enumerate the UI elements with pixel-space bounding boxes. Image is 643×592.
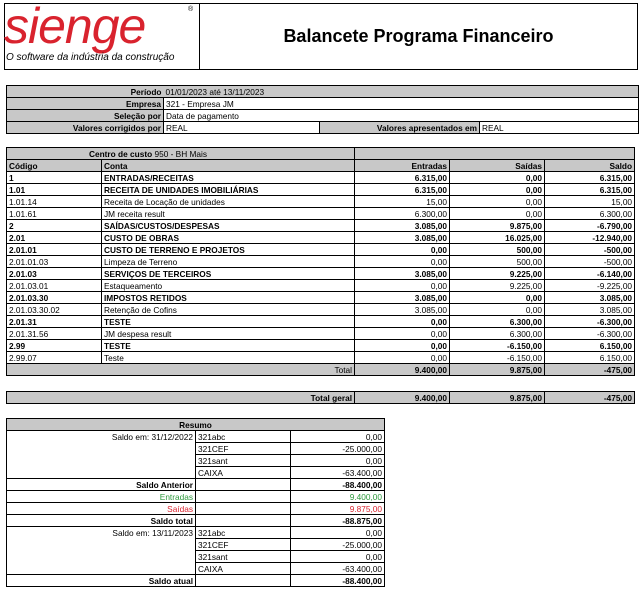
cell-codigo: 1.01.14 <box>7 196 102 208</box>
resumo-item-row <box>7 431 385 443</box>
table-row <box>7 172 635 184</box>
resumo-conta: 321abc <box>196 431 291 443</box>
cell-saidas: 9.225,00 <box>450 280 545 292</box>
valores-apresentados-label: Valores apresentados em <box>320 122 480 134</box>
cell-conta: CUSTO DE TERRENO E PROJETOS <box>102 244 355 256</box>
resumo-entradas-label: Entradas <box>7 491 196 503</box>
cell-entradas: 3.085,00 <box>355 304 450 316</box>
resumo-conta: 321sant <box>196 551 291 563</box>
report-title: Balancete Programa Financeiro <box>283 26 554 46</box>
resumo-valor: 0,00 <box>291 551 385 563</box>
cell-saidas: -6.150,00 <box>450 352 545 364</box>
saldo-total-spacer <box>196 515 291 527</box>
total-geral-saidas: 9.875,00 <box>450 392 545 404</box>
cell-entradas: 3.085,00 <box>355 268 450 280</box>
cell-conta: Estaqueamento <box>102 280 355 292</box>
saldo-anterior-row <box>7 479 385 491</box>
cell-codigo: 2.01.03.30 <box>7 292 102 304</box>
cell-conta: Limpeza de Terreno <box>102 256 355 268</box>
resumo-entradas-row <box>7 491 385 503</box>
cell-entradas: 0,00 <box>355 316 450 328</box>
saldo-atual-row <box>7 575 385 587</box>
cell-conta: RECEITA DE UNIDADES IMOBILIÁRIAS <box>102 184 355 196</box>
cell-entradas: 3.085,00 <box>355 232 450 244</box>
total-entradas: 9.400,00 <box>355 364 450 376</box>
cell-entradas: 3.085,00 <box>355 292 450 304</box>
table-row <box>7 256 635 268</box>
resumo-saidas-label: Saídas <box>7 503 196 515</box>
valores-corrigidos-value: REAL <box>164 122 320 134</box>
table-row <box>7 280 635 292</box>
resumo-saidas-row <box>7 503 385 515</box>
resumo-saidas-value: 9.875,00 <box>291 503 385 515</box>
resumo-item-row <box>7 467 385 479</box>
resumo-saidas-spacer <box>196 503 291 515</box>
cell-saldo: 15,00 <box>545 196 635 208</box>
valores-corrigidos-label: Valores corrigidos por <box>7 122 164 134</box>
cell-codigo: 2.99 <box>7 340 102 352</box>
resumo-item-row <box>7 443 385 455</box>
resumo-conta: 321CEF <box>196 539 291 551</box>
header-codigo: Código <box>7 160 102 172</box>
saldo-anterior-label: Saldo Anterior <box>7 479 196 491</box>
cell-saldo: 6.315,00 <box>545 184 635 196</box>
table-row <box>7 352 635 364</box>
centro-custo-value: 950 - BH Mais <box>154 148 208 159</box>
cell-saldo: 3.085,00 <box>545 292 635 304</box>
table-row <box>7 196 635 208</box>
cell-conta: JM receita result <box>102 208 355 220</box>
header-entradas: Entradas <box>355 160 450 172</box>
cell-codigo: 2.01.03.30.02 <box>7 304 102 316</box>
registered-mark: ® <box>188 6 194 13</box>
centro-custo-cell <box>7 148 355 160</box>
cell-codigo: 2.99.07 <box>7 352 102 364</box>
resumo-item-row <box>7 551 385 563</box>
table-row <box>7 328 635 340</box>
cell-conta: TESTE <box>102 340 355 352</box>
cell-codigo: 1 <box>7 172 102 184</box>
empresa-label: Empresa <box>7 98 164 110</box>
cell-conta: IMPOSTOS RETIDOS <box>102 292 355 304</box>
cell-codigo: 2.01.03 <box>7 268 102 280</box>
resumo-date-cell: Saldo em: 31/12/2022 <box>7 431 196 443</box>
saldo-atual-label: Saldo atual <box>7 575 196 587</box>
cell-saldo: -6.300,00 <box>545 316 635 328</box>
resumo-item-row <box>7 563 385 575</box>
resumo-date-cell: Saldo em: 13/11/2023 <box>7 527 196 539</box>
cell-saldo: -6.140,00 <box>545 268 635 280</box>
resumo-valor: -63.400,00 <box>291 467 385 479</box>
cell-saidas: 0,00 <box>450 208 545 220</box>
total-geral-entradas: 9.400,00 <box>355 392 450 404</box>
cell-codigo: 2.01 <box>7 232 102 244</box>
cell-saidas: 0,00 <box>450 172 545 184</box>
periodo-label: Período <box>7 86 164 98</box>
table-row <box>7 316 635 328</box>
resumo-date-cell <box>7 551 196 563</box>
title-box <box>200 3 638 70</box>
cell-saldo: -6.790,00 <box>545 220 635 232</box>
resumo-conta: 321abc <box>196 527 291 539</box>
selecao-value: Data de pagamento <box>164 110 639 122</box>
cell-codigo: 2.01.01 <box>7 244 102 256</box>
header-conta: Conta <box>102 160 355 172</box>
resumo-date-cell <box>7 563 196 575</box>
cell-entradas: 6.300,00 <box>355 208 450 220</box>
resumo-title: Resumo <box>7 419 385 431</box>
cell-entradas: 0,00 <box>355 340 450 352</box>
total-saldo: -475,00 <box>545 364 635 376</box>
cell-codigo: 1.01.61 <box>7 208 102 220</box>
cell-entradas: 0,00 <box>355 256 450 268</box>
resumo-date-cell <box>7 539 196 551</box>
cell-codigo: 2.01.03.01 <box>7 280 102 292</box>
cell-entradas: 0,00 <box>355 352 450 364</box>
cell-conta: JM despesa result <box>102 328 355 340</box>
table-row <box>7 232 635 244</box>
table-row <box>7 304 635 316</box>
resumo-valor: -25.000,00 <box>291 539 385 551</box>
table-row <box>7 220 635 232</box>
cell-saidas: 500,00 <box>450 256 545 268</box>
saldo-total-value: -88.875,00 <box>291 515 385 527</box>
cell-conta: SERVIÇOS DE TERCEIROS <box>102 268 355 280</box>
resumo-date-cell <box>7 467 196 479</box>
table-row <box>7 208 635 220</box>
saldo-anterior-spacer <box>196 479 291 491</box>
total-geral-table <box>6 391 635 404</box>
total-geral-saldo: -475,00 <box>545 392 635 404</box>
table-row <box>7 292 635 304</box>
cell-codigo: 2 <box>7 220 102 232</box>
cell-entradas: 15,00 <box>355 196 450 208</box>
saldo-anterior-value: -88.400,00 <box>291 479 385 491</box>
saldo-total-row <box>7 515 385 527</box>
cell-saldo: 6.150,00 <box>545 340 635 352</box>
resumo-table <box>6 418 385 587</box>
cell-codigo: 2.01.31 <box>7 316 102 328</box>
cell-saidas: 0,00 <box>450 196 545 208</box>
centro-custo-fill <box>355 148 635 160</box>
resumo-conta: 321CEF <box>196 443 291 455</box>
cell-entradas: 0,00 <box>355 280 450 292</box>
saldo-atual-value: -88.400,00 <box>291 575 385 587</box>
cell-saidas: 0,00 <box>450 292 545 304</box>
cell-saidas: 500,00 <box>450 244 545 256</box>
resumo-date-cell <box>7 443 196 455</box>
cell-saldo: -500,00 <box>545 244 635 256</box>
total-label: Total <box>7 364 355 376</box>
cell-saidas: 6.300,00 <box>450 316 545 328</box>
sienge-logo: sienge <box>4 0 146 54</box>
periodo-value: 01/01/2023 até 13/11/2023 <box>164 86 639 98</box>
cell-conta: SAÍDAS/CUSTOS/DESPESAS <box>102 220 355 232</box>
cell-conta: Retenção de Cofins <box>102 304 355 316</box>
resumo-valor: 0,00 <box>291 455 385 467</box>
total-geral-label: Total geral <box>7 392 355 404</box>
balancete-table <box>6 147 635 376</box>
cell-saldo: 6.315,00 <box>545 172 635 184</box>
resumo-item-row <box>7 455 385 467</box>
cell-conta: CUSTO DE OBRAS <box>102 232 355 244</box>
cell-codigo: 1.01 <box>7 184 102 196</box>
resumo-valor: 0,00 <box>291 431 385 443</box>
cell-conta: ENTRADAS/RECEITAS <box>102 172 355 184</box>
cell-saldo: -500,00 <box>545 256 635 268</box>
cell-saldo: -6.300,00 <box>545 328 635 340</box>
resumo-valor: -63.400,00 <box>291 563 385 575</box>
total-saidas: 9.875,00 <box>450 364 545 376</box>
valores-apresentados-value: REAL <box>480 122 639 134</box>
saldo-atual-spacer <box>196 575 291 587</box>
cell-conta: Receita de Locação de unidades <box>102 196 355 208</box>
cell-saidas: 6.300,00 <box>450 328 545 340</box>
empresa-value: 321 - Empresa JM <box>164 98 639 110</box>
cell-saidas: 9.225,00 <box>450 268 545 280</box>
selecao-label: Seleção por <box>7 110 164 122</box>
logo-tagline: O software da indústria da construção <box>6 52 175 63</box>
table-row <box>7 268 635 280</box>
resumo-conta: 321sant <box>196 455 291 467</box>
cell-conta: TESTE <box>102 316 355 328</box>
resumo-valor: -25.000,00 <box>291 443 385 455</box>
cell-saldo: 6.150,00 <box>545 352 635 364</box>
cell-saldo: -9.225,00 <box>545 280 635 292</box>
cell-entradas: 6.315,00 <box>355 172 450 184</box>
header-saidas: Saídas <box>450 160 545 172</box>
table-row <box>7 244 635 256</box>
resumo-item-row <box>7 539 385 551</box>
resumo-entradas-value: 9.400,00 <box>291 491 385 503</box>
cell-codigo: 2.01.01.03 <box>7 256 102 268</box>
table-row <box>7 340 635 352</box>
resumo-entradas-spacer <box>196 491 291 503</box>
cell-saidas: 0,00 <box>450 184 545 196</box>
cell-entradas: 3.085,00 <box>355 220 450 232</box>
cell-saidas: -6.150,00 <box>450 340 545 352</box>
resumo-conta: CAIXA <box>196 467 291 479</box>
cell-entradas: 6.315,00 <box>355 184 450 196</box>
cell-saidas: 16.025,00 <box>450 232 545 244</box>
saldo-total-label: Saldo total <box>7 515 196 527</box>
cell-entradas: 0,00 <box>355 328 450 340</box>
resumo-valor: 0,00 <box>291 527 385 539</box>
cell-saldo: 3.085,00 <box>545 304 635 316</box>
centro-custo-label: Centro de custo <box>89 148 153 159</box>
cell-saldo: -12.940,00 <box>545 232 635 244</box>
table-row <box>7 184 635 196</box>
filters-table <box>6 85 639 134</box>
resumo-item-row <box>7 527 385 539</box>
cell-entradas: 0,00 <box>355 244 450 256</box>
resumo-date-cell <box>7 455 196 467</box>
cell-conta: Teste <box>102 352 355 364</box>
cell-codigo: 2.01.31.56 <box>7 328 102 340</box>
cell-saldo: 6.300,00 <box>545 208 635 220</box>
header-saldo: Saldo <box>545 160 635 172</box>
resumo-conta: CAIXA <box>196 563 291 575</box>
cell-saidas: 9.875,00 <box>450 220 545 232</box>
cell-saidas: 0,00 <box>450 304 545 316</box>
